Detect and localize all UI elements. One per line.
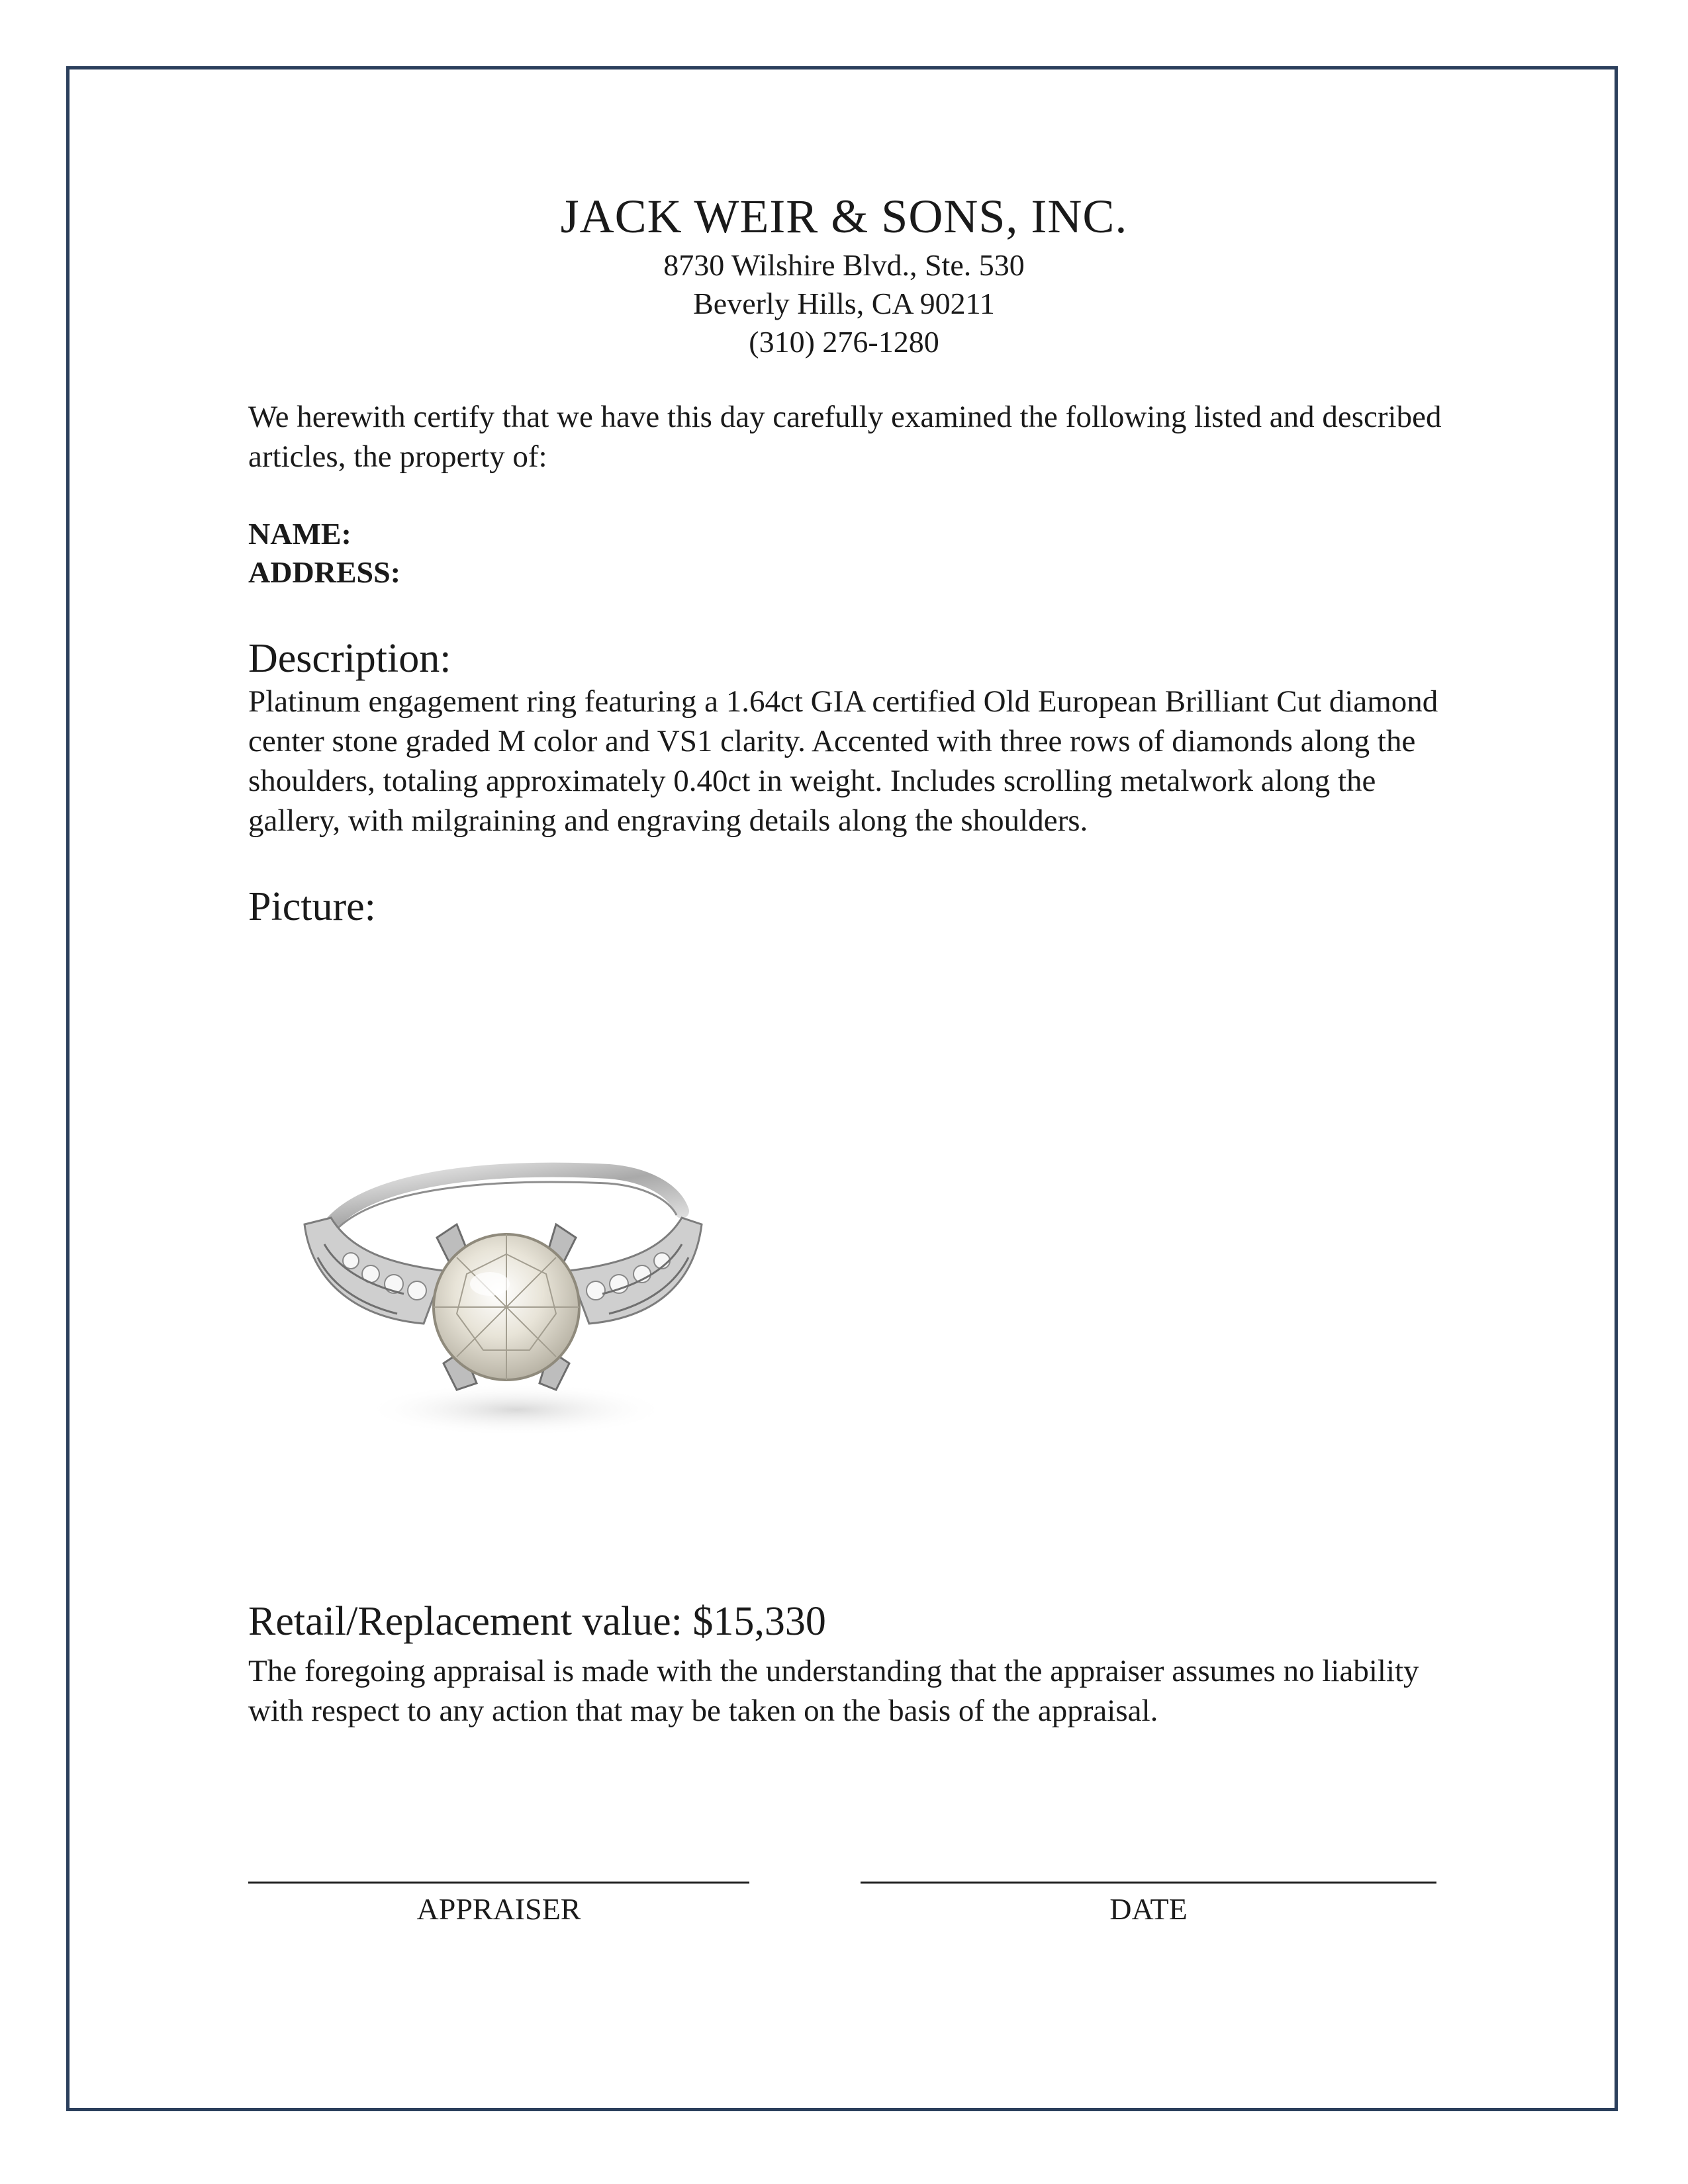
replacement-value bbox=[248, 1595, 1446, 1648]
liability-disclaimer: The foregoing appraisal is made with the understanding that the appraiser assumes no liability with respect to any action that may be taken on the basis of the appraisal. bbox=[248, 1654, 1419, 1728]
street-address: 8730 Wilshire Blvd., Ste. 530 bbox=[663, 248, 1025, 282]
value-amount: $15,330 bbox=[692, 1599, 826, 1644]
owner-fields bbox=[248, 515, 1446, 592]
date-signature-line bbox=[861, 1882, 1436, 1884]
appraiser-label: APPRAISER bbox=[416, 1892, 581, 1926]
ring-photo bbox=[291, 1125, 715, 1456]
name-label: NAME: bbox=[248, 517, 352, 551]
phone-number: (310) 276-1280 bbox=[749, 325, 939, 359]
letterhead bbox=[0, 187, 1688, 361]
company-name: JACK WEIR & SONS, INC. bbox=[560, 190, 1128, 243]
certification-statement: We herewith certify that we have this day carefully examined the following listed and described articles, the property of: bbox=[248, 400, 1442, 474]
date-label: DATE bbox=[1109, 1892, 1188, 1926]
appraiser-signature-line bbox=[248, 1882, 749, 1884]
description-heading: Description: bbox=[248, 636, 451, 681]
picture-heading: Picture: bbox=[248, 884, 376, 929]
address-label: ADDRESS: bbox=[248, 555, 401, 589]
value-label: Retail/Replacement value: bbox=[248, 1599, 682, 1644]
description-body: Platinum engagement ring featuring a 1.64ct GIA certified Old European Brilliant Cut diamond center stone graded M color and VS1 clarity. Accented with three rows of diamonds along the shoulders, totaling approximately 0.40ct in weight. Includes scrolling metalwork along the gallery, with milgraining and engraving details along the shoulders. bbox=[248, 684, 1438, 838]
city-state-zip: Beverly Hills, CA 90211 bbox=[693, 287, 995, 320]
page-border-frame bbox=[66, 66, 1618, 2111]
